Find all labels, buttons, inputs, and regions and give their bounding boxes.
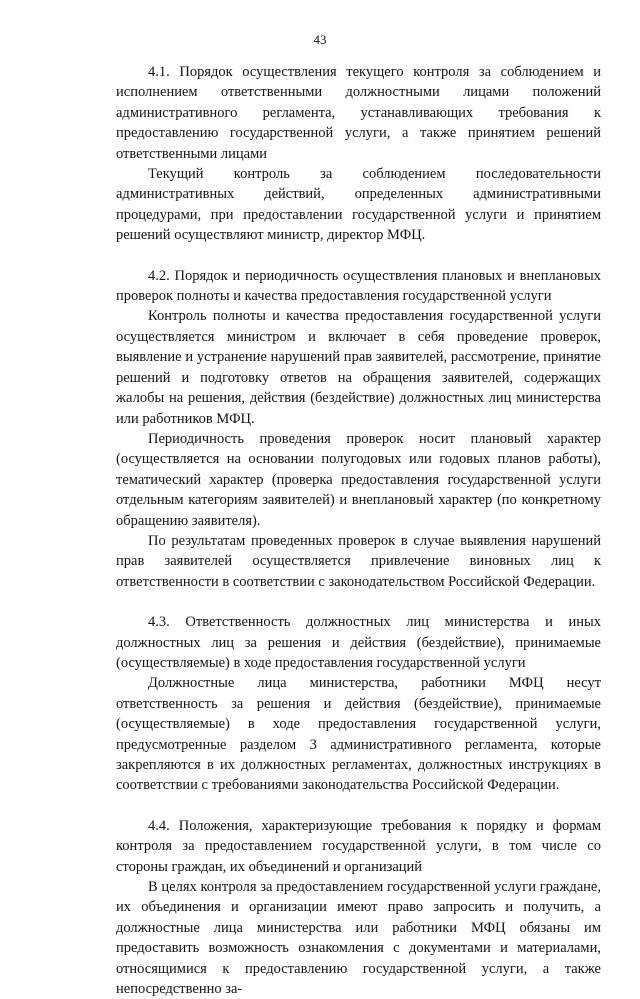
section-4-2-paragraph: Контроль полноты и качества предоставления государственной услуги осуществляется министром и включает в себя проведение проверок, выявление и устранение нарушений прав заявителей, рассмотрение, принятие решений и подготовку ответов на обращения заявителей, содержащих жалобы на решения, действия (бездействие) должностных лиц министерства или работников МФЦ. [116, 308, 601, 427]
section-spacer [116, 592, 601, 612]
page-number: 43 [313, 32, 327, 47]
section-4-1-paragraph: Текущий контроль за соблюдением последовательности административных действий, определенных административными процедурами, при предоставлении государственной услуги и принятием решений осуществляют министр, директор МФЦ. [116, 166, 601, 244]
section-4-2-paragraph: Периодичность проведения проверок носит плановый характер (осуществляется на основании полугодовых или годовых планов работы), тематический характер (проверка предоставления государственной услуги отдельным категориям заявителей) и внеплановый характер (по конкретному обращению заявителя). [116, 430, 601, 529]
section-spacer [116, 246, 601, 266]
section-4-3-paragraph: Должностные лица министерства, работники МФЦ несут ответственность за решения и действия (бездействие), принимаемые (осуществляемые) в ходе предоставления государственной услуги, предусмотренные разделом 3 административного регламента, которые закрепляются в их должностных регламентах, должностных инструкциях в соответствии с требованиями законодательства Российской Федерации. [116, 675, 601, 794]
document-body [116, 62, 601, 999]
section-4-4-paragraph: В целях контроля за предоставлением государственной услуги граждане, их объединения и организации имеют право запросить и получить, а должностные лица министерства или работники МФЦ обязаны им предоставить возможность ознакомления с документами и материалами, относящимися к предоставлению государственной услуги, а также непосредственно за- [116, 879, 601, 998]
section-spacer [116, 796, 601, 816]
section-4-3-heading: 4.3. Ответственность должностных лиц министерства и иных должностных лиц за решения и действия (бездействие), принимаемые (осуществляемые) в ходе предоставления государственной услуги [116, 614, 601, 671]
section-4-2-paragraph: По результатам проведенных проверок в случае выявления нарушений прав заявителей осуществляется привлечение виновных лиц к ответственности в соответствии с законодательством Российской Федерации. [116, 532, 601, 590]
section-4-1-heading: 4.1. Порядок осуществления текущего контроля за соблюдением и исполнением ответственными должностными лицами положений административного регламента, устанавливающих требования к предоставлению государственной услуги, а также принятием решений ответственными лицами [116, 64, 601, 162]
section-4-4-heading: 4.4. Положения, характеризующие требования к порядку и формам контроля за предоставлением государственной услуги, в том числе со стороны граждан, их объединений и организаций [116, 817, 601, 875]
section-4-2-heading: 4.2. Порядок и периодичность осуществления плановых и внеплановых проверок полноты и качества предоставления государственной услуги [116, 267, 601, 305]
